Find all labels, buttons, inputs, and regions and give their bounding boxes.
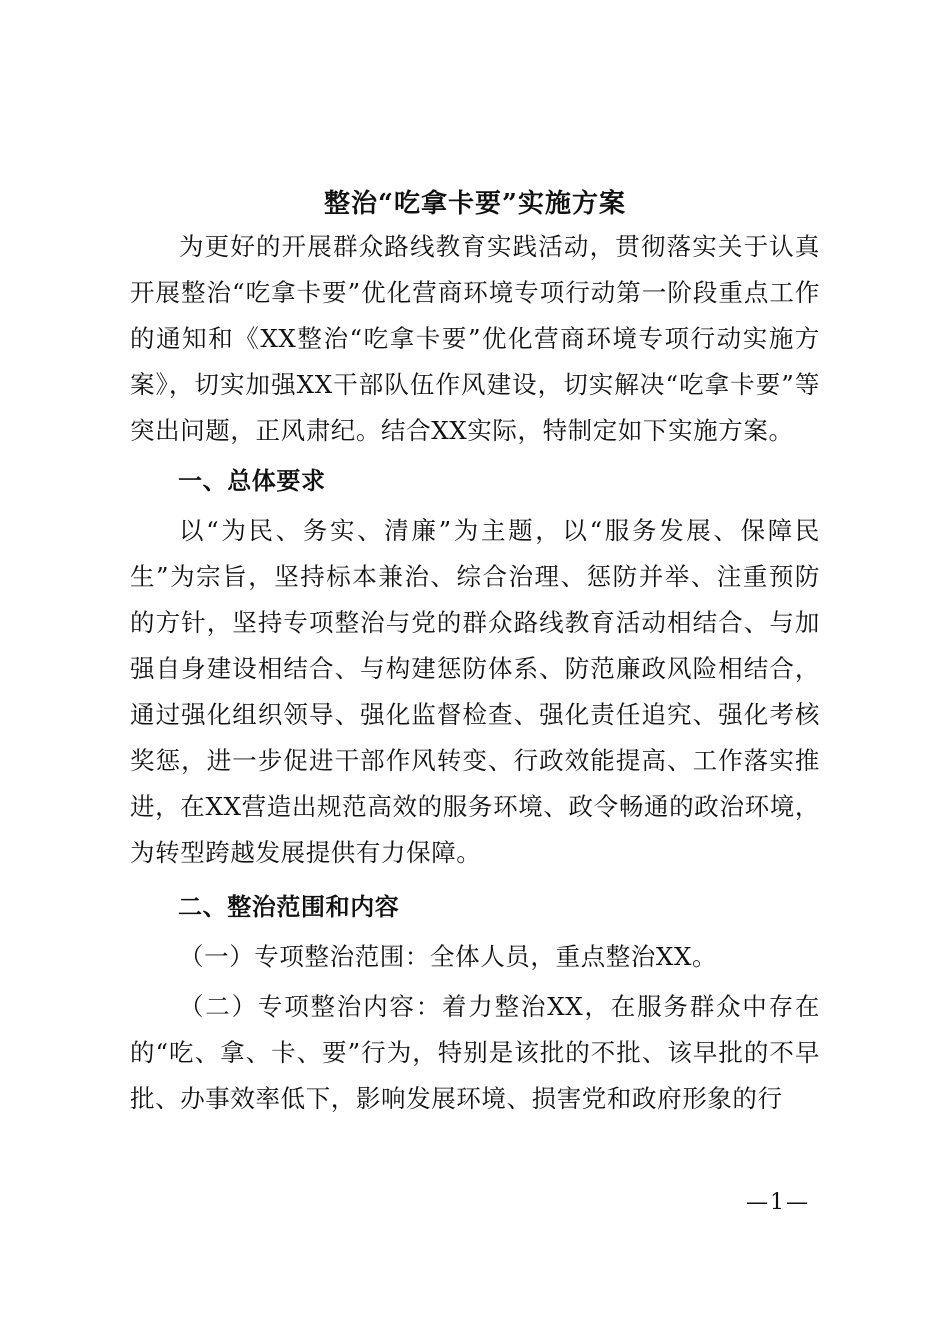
spacer [130,876,820,884]
page-number: —1— [746,1190,810,1215]
scope-item: （一）专项整治范围：全体人员，重点整治XX。 [179,942,718,971]
section-heading-scope-and-content: 二、整治范围和内容 [178,893,400,921]
section-heading-general-requirements: 一、总体要求 [178,467,326,495]
intro-paragraph: 为更好的开展群众路线教育实践活动，贯彻落实关于认真开展整治“吃拿卡要”优化营商环境专项行动第一阶段重点工作的通知和《XX整治“吃拿卡要”优化营商环境专项行动实施方案》，切实加强XX干部队伍作风建设，切实解决“吃拿卡要”等突出问题，正风肃纪。结合XX实际，特制定如下实施方案。 [130,232,820,445]
general-requirements-paragraph: 以“为民、务实、清廉”为主题，以“服务发展、保障民生”为宗旨，坚持标本兼治、综合治理、惩防并举、注重预防的方针，坚持专项整治与党的群众路线教育活动相结合、与加强自身建设相结合、与构建惩防体系、防范廉政风险相结合，通过强化组织领导、强化监督检查、强化责任追究、强化考核奖惩，进一步促进干部作风转变、行政效能提高、工作落实推进，在XX营造出规范高效的服务环境、政令畅通的政治环境，为转型跨越发展提供有力保障。 [130,516,820,867]
content-item: （二）专项整治内容：着力整治XX，在服务群众中存在的“吃、拿、卡、要”行为，特别是该批的不批、该早批的不早批、办事效率低下，影响发展环境、损害党和政府形象的行 [130,992,820,1113]
document-body [130,224,820,1122]
document-title: 整治“吃拿卡要”实施方案 [324,189,626,219]
